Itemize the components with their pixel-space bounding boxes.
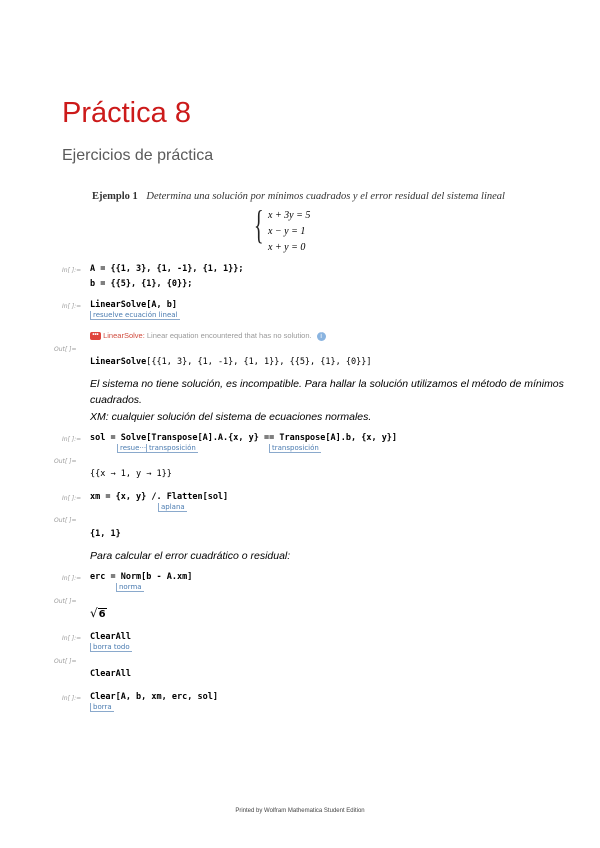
input-label: In[ ]:= — [62, 495, 82, 502]
text-paragraph: cuadrados. — [90, 394, 142, 406]
equation-system — [254, 202, 311, 256]
page-subtitle: Ejercicios de práctica — [62, 147, 214, 164]
output-function: LinearSolve — [90, 357, 147, 367]
function-hint: aplana — [158, 503, 187, 512]
message-menu-icon[interactable]: ••• — [90, 332, 101, 340]
output-label: Out[ ]= — [54, 458, 77, 465]
input-label: In[ ]:= — [62, 635, 82, 642]
function-hint: norma — [116, 583, 144, 592]
example-text: Determina una solución por mínimos cuadrados y el error residual del sistema lineal — [146, 191, 505, 202]
output-value: {1, 1} — [90, 529, 121, 539]
text-paragraph: El sistema no tiene solución, es incompatible. Para hallar la solución utilizamos el método de mínimos — [90, 378, 564, 390]
output-label: Out[ ]= — [54, 598, 77, 605]
input-code-line[interactable]: LinearSolve[A, b] — [90, 300, 177, 310]
example-label: Ejemplo 1 — [92, 191, 138, 202]
function-hint: transposición — [146, 444, 198, 453]
input-code-line[interactable]: xm = {x, y} /. Flatten[sol] — [90, 492, 229, 502]
equation-2: x − y = 1 — [268, 226, 306, 237]
sqrt-radicand: 6 — [98, 609, 106, 620]
input-label: In[ ]:= — [62, 575, 82, 582]
function-hint: resue··· — [117, 444, 148, 453]
output-label: Out[ ]= — [54, 517, 77, 524]
brace-glyph: { — [254, 202, 264, 247]
message-text: Linear equation encountered that has no solution. — [146, 331, 312, 340]
output-value: ClearAll — [90, 669, 131, 679]
output-value — [90, 606, 107, 620]
input-label: In[ ]:= — [62, 436, 82, 443]
error-message — [90, 331, 326, 341]
input-label: In[ ]:= — [62, 695, 82, 702]
equation-1: x + 3y = 5 — [268, 210, 311, 221]
function-hint: transposición — [269, 444, 321, 453]
page-title: Práctica 8 — [62, 97, 191, 129]
output-label: Out[ ]= — [54, 658, 77, 665]
input-label: In[ ]:= — [62, 303, 82, 310]
output-arguments: [{{1, 3}, {1, -1}, {1, 1}}, {{5}, {1}, {0}}] — [146, 357, 372, 367]
message-source: LinearSolve: — [103, 331, 145, 340]
input-code-line[interactable]: b = {{5}, {1}, {0}}; — [90, 279, 193, 289]
text-paragraph: XM: cualquier solución del sistema de ecuaciones normales. — [90, 411, 372, 423]
input-label: In[ ]:= — [62, 267, 82, 274]
equation-3: x + y = 0 — [268, 242, 306, 253]
output-value — [90, 357, 371, 367]
text-paragraph: Para calcular el error cuadrático o residual: — [90, 550, 291, 562]
sqrt-symbol: √ — [90, 606, 98, 620]
function-hint: borra todo — [90, 643, 132, 652]
function-hint: resuelve ecuación lineal — [90, 311, 180, 320]
input-code-line[interactable]: sol = Solve[Transpose[A].A.{x, y} == Transpose[A].b, {x, y}] — [90, 433, 398, 443]
input-code-line[interactable]: erc = Norm[b - A.xm] — [90, 572, 193, 582]
page-footer: Printed by Wolfram Mathematica Student Edition — [235, 808, 365, 814]
function-hint: borra — [90, 703, 114, 712]
output-value: {{x → 1, y → 1}} — [90, 469, 172, 479]
info-icon[interactable]: i — [317, 332, 326, 341]
input-code-line[interactable]: A = {{1, 3}, {1, -1}, {1, 1}}; — [90, 264, 244, 274]
example-statement — [92, 191, 505, 202]
input-code-line[interactable]: Clear[A, b, xm, erc, sol] — [90, 692, 218, 702]
output-label: Out[ ]= — [54, 346, 77, 353]
input-code-line[interactable]: ClearAll — [90, 632, 131, 642]
